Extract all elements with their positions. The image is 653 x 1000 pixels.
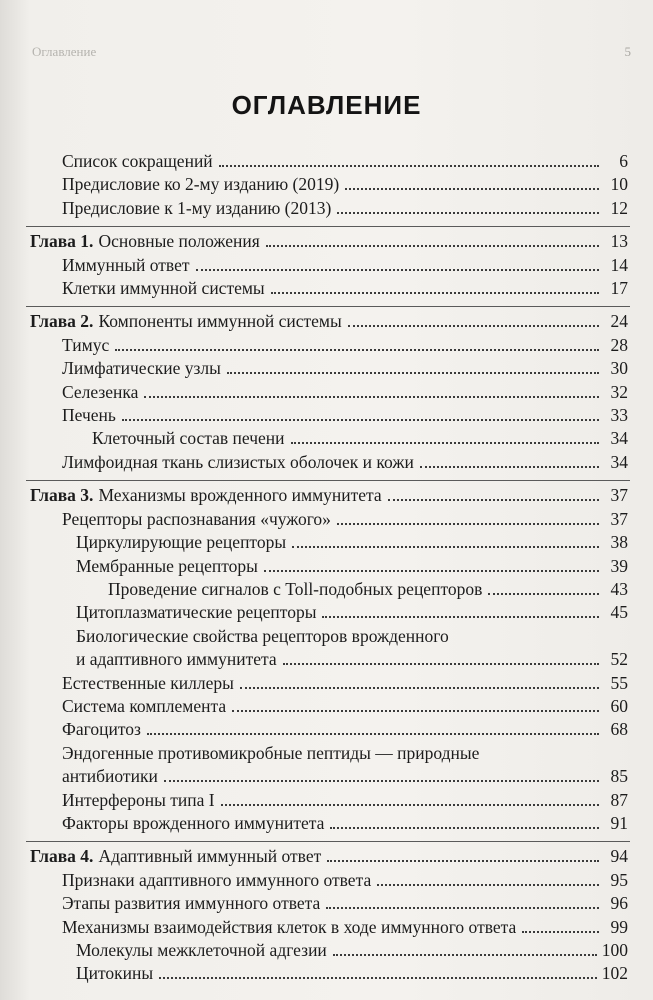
dot-leader — [219, 165, 599, 167]
toc-page-number: 43 — [610, 578, 628, 599]
toc-page-number: 94 — [610, 846, 628, 867]
toc-entry-text: Молекулы межклеточной адгезии — [76, 940, 327, 960]
dot-leader — [420, 466, 599, 468]
toc-entry-text-continued: антибиотики — [62, 766, 158, 787]
toc-entry[interactable] — [30, 962, 628, 985]
dot-leader — [144, 396, 599, 398]
dot-leader — [333, 954, 597, 956]
toc-entry[interactable] — [30, 845, 628, 868]
dot-leader — [196, 269, 599, 271]
toc-entry[interactable] — [30, 939, 628, 962]
toc-entry-text: Механизмы взаимодействия клеток в ходе иммунного ответа — [62, 916, 517, 937]
toc-entry[interactable] — [30, 334, 628, 357]
chapter-title: Механизмы врожденного иммунитета — [98, 485, 382, 506]
toc-page-number: 68 — [610, 719, 628, 740]
dot-leader — [240, 687, 599, 689]
toc-page-number: 17 — [610, 278, 628, 299]
toc-entry[interactable] — [30, 869, 628, 892]
toc-entry[interactable] — [30, 672, 628, 695]
toc-entry[interactable] — [30, 427, 628, 450]
toc-entry-text: Система комплемента — [62, 695, 227, 716]
dot-leader — [164, 780, 599, 782]
toc-entry-text: Естественные киллеры — [62, 672, 234, 693]
toc-page-number: 52 — [610, 649, 628, 670]
toc-page-number: 6 — [619, 151, 628, 171]
toc-page-number: 87 — [610, 789, 628, 810]
dot-leader — [291, 442, 599, 444]
toc-entry-text: Факторы врожденного иммунитета — [62, 812, 325, 833]
chapter-title: Адаптивный иммунный ответ — [98, 846, 322, 867]
toc-page-number: 30 — [610, 358, 628, 379]
toc-page-number: 34 — [610, 451, 628, 472]
dot-leader — [330, 827, 599, 829]
toc-page-number: 34 — [610, 428, 628, 449]
dot-leader — [326, 907, 599, 909]
toc-entry-text: Предисловие ко 2-му изданию (2019) — [62, 174, 340, 195]
toc-entry-text: Фагоцитоз — [62, 719, 141, 740]
dot-leader — [327, 860, 599, 862]
dot-leader — [221, 804, 599, 806]
toc-page-number: 12 — [610, 197, 628, 218]
toc-entry[interactable] — [30, 230, 628, 253]
chapter-label: Глава 1. — [30, 231, 94, 252]
toc-entry-text: Проведение сигналов с Toll-подобных рецепторов — [108, 578, 483, 599]
toc-entry[interactable] — [30, 357, 628, 380]
toc-entry-text: Биологические свойства рецепторов врожденного — [76, 625, 449, 646]
table-of-contents — [30, 150, 628, 986]
dot-leader — [337, 212, 599, 214]
toc-entry-text: Предисловие к 1-му изданию (2013) — [62, 197, 332, 218]
toc-entry[interactable] — [30, 648, 628, 671]
dot-leader — [377, 884, 599, 886]
toc-page-number: 38 — [610, 532, 628, 553]
toc-entry[interactable] — [30, 254, 628, 277]
toc-entry-text: Мембранные рецепторы — [76, 555, 258, 576]
dot-leader — [488, 593, 599, 595]
toc-page-number: 24 — [610, 311, 628, 332]
toc-page-number: 33 — [610, 405, 628, 426]
toc-entry[interactable] — [30, 578, 628, 601]
toc-entry[interactable] — [30, 695, 628, 718]
dot-leader — [292, 546, 599, 548]
toc-entry-text: Цитоплазматические рецепторы — [76, 602, 317, 623]
toc-entry[interactable] — [30, 484, 628, 507]
toc-entry-text: Лимфоидная ткань слизистых оболочек и кожи — [62, 451, 414, 472]
dot-leader — [348, 325, 599, 327]
toc-page-number: 99 — [610, 916, 628, 937]
toc-entry[interactable] — [30, 277, 628, 300]
toc-page-number: 96 — [610, 893, 628, 914]
dot-leader — [159, 977, 597, 979]
divider-line — [26, 226, 630, 227]
toc-page-number: 55 — [610, 672, 628, 693]
page-number: 5 — [624, 44, 631, 59]
dot-leader — [122, 419, 599, 421]
dot-leader — [388, 499, 599, 501]
toc-entry-text: Тимус — [62, 334, 110, 355]
toc-entry-text: Клеточный состав печени — [92, 428, 285, 449]
toc-page-number: 37 — [610, 508, 628, 529]
toc-page-number: 10 — [610, 174, 628, 195]
toc-page-number: 100 — [601, 940, 628, 960]
toc-page-number: 85 — [610, 766, 628, 787]
chapter-label: Глава 4. — [30, 846, 94, 867]
toc-page-number: 28 — [610, 334, 628, 355]
dot-leader — [337, 523, 599, 525]
toc-entry[interactable] — [30, 508, 628, 531]
toc-entry-text: Клетки иммунной системы — [62, 278, 265, 299]
dot-leader — [115, 349, 599, 351]
chapter-label: Глава 3. — [30, 485, 94, 506]
toc-entry-text: Цитокины — [76, 963, 154, 984]
toc-entry-text: Этапы развития иммунного ответа — [62, 893, 321, 914]
toc-page-number: 32 — [610, 381, 628, 402]
toc-page-number: 102 — [601, 963, 628, 984]
toc-page-number: 39 — [610, 555, 628, 576]
toc-page-number: 91 — [610, 812, 628, 833]
running-head: Оглавление — [32, 44, 97, 59]
toc-entry-text: Эндогенные противомикробные пептиды — природные — [62, 742, 480, 763]
chapter-title: Компоненты иммунной системы — [98, 311, 342, 332]
toc-entry-text: Список сокращений — [62, 151, 213, 171]
toc-page-number: 45 — [610, 602, 628, 623]
dot-leader — [264, 570, 599, 572]
toc-entry-text-continued: и адаптивного иммунитета — [76, 649, 277, 670]
toc-page-number: 13 — [610, 231, 628, 252]
toc-entry[interactable] — [30, 451, 628, 474]
chapter-title: Основные положения — [98, 231, 260, 252]
toc-title: ОГЛАВЛЕНИЕ — [231, 90, 422, 120]
divider-line — [26, 480, 630, 481]
toc-entry[interactable] — [30, 404, 628, 427]
toc-entry-first-line[interactable] — [30, 625, 628, 648]
toc-entry[interactable] — [30, 150, 628, 173]
toc-entry[interactable] — [30, 310, 628, 333]
toc-entry-text: Селезенка — [62, 381, 139, 402]
toc-entry[interactable] — [30, 197, 628, 220]
toc-entry[interactable] — [30, 892, 628, 915]
toc-page-number: 37 — [610, 485, 628, 506]
toc-entry[interactable] — [30, 765, 628, 788]
toc-entry[interactable] — [30, 381, 628, 404]
toc-entry-text: Печень — [62, 405, 116, 426]
toc-entry[interactable] — [30, 173, 628, 196]
toc-entry[interactable] — [30, 718, 628, 741]
dot-leader — [322, 616, 599, 618]
toc-entry-text: Лимфатические узлы — [62, 358, 221, 379]
toc-page-number: 95 — [610, 869, 628, 890]
divider-line — [26, 841, 630, 842]
dot-leader — [345, 188, 599, 190]
toc-entry-first-line[interactable] — [30, 742, 628, 765]
toc-entry-text: Интерфероны типа I — [62, 789, 215, 810]
dot-leader — [283, 663, 599, 665]
toc-entry[interactable] — [30, 601, 628, 624]
dot-leader — [522, 931, 599, 933]
toc-entry[interactable] — [30, 812, 628, 835]
toc-entry-text: Циркулирующие рецепторы — [76, 532, 287, 553]
toc-entry-text: Иммунный ответ — [62, 254, 190, 275]
divider-line — [26, 306, 630, 307]
toc-page-number: 60 — [610, 695, 628, 716]
toc-entry[interactable] — [30, 531, 628, 554]
toc-page-number: 14 — [610, 254, 628, 275]
toc-entry[interactable] — [30, 916, 628, 939]
chapter-label: Глава 2. — [30, 311, 94, 332]
dot-leader — [227, 372, 599, 374]
toc-entry-text: Признаки адаптивного иммунного ответа — [62, 869, 372, 890]
toc-entry[interactable] — [30, 555, 628, 578]
dot-leader — [232, 710, 599, 712]
dot-leader — [271, 292, 599, 294]
toc-entry-text: Рецепторы распознавания «чужого» — [62, 508, 331, 529]
dot-leader — [147, 733, 599, 735]
toc-entry[interactable] — [30, 789, 628, 812]
dot-leader — [266, 245, 599, 247]
